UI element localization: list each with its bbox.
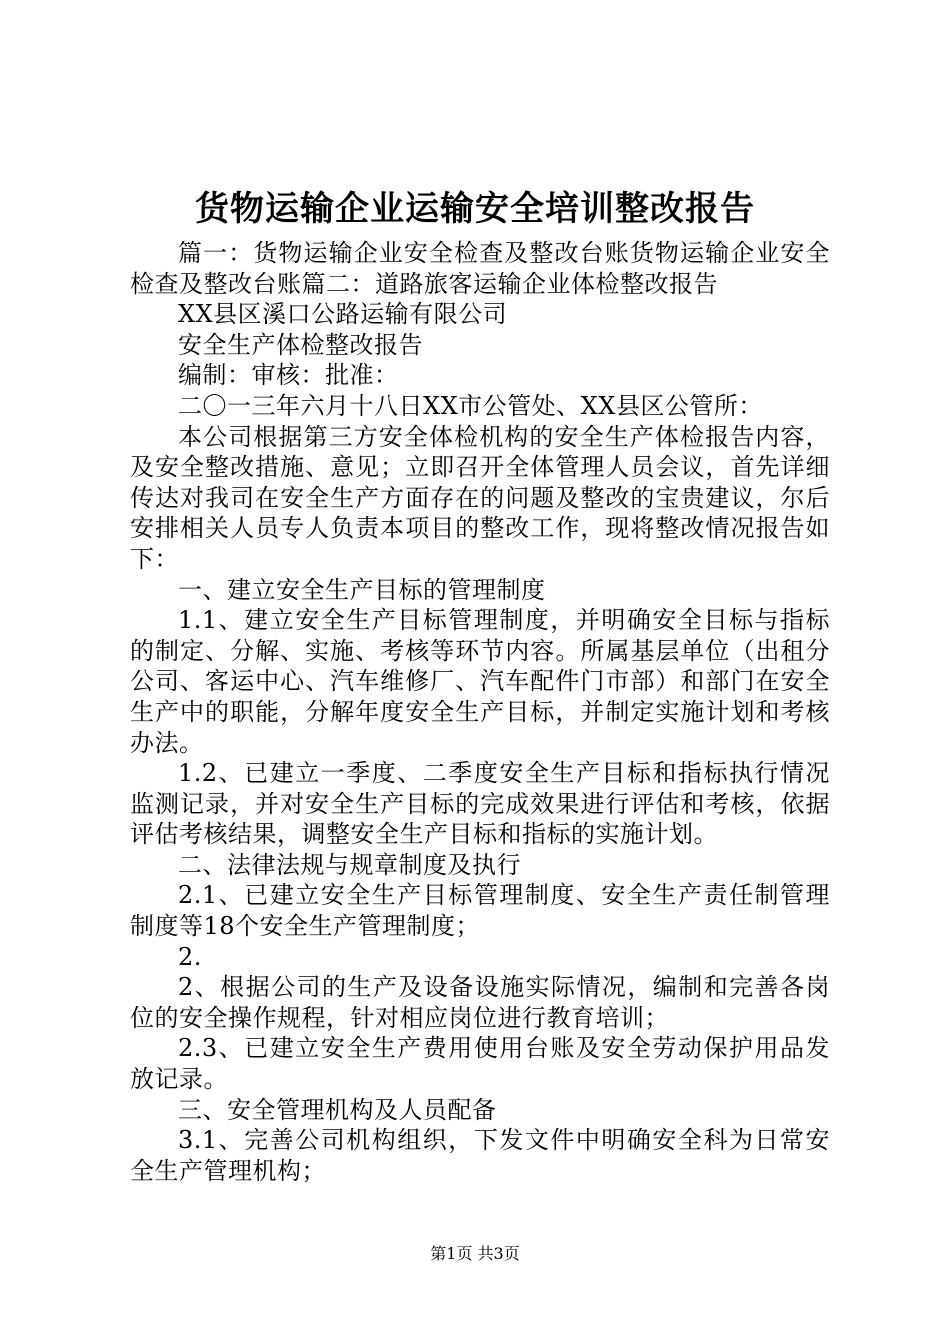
paragraph: 2. [178,942,202,971]
paragraph: 篇一：货物运输企业安全检查及整改台账货物运输企业安全检查及整改台账篇二：道路旅客运输企业体检整改报告 [130,239,830,298]
paragraph: 本公司根据第三方安全体检机构的安全生产体检报告内容，及安全整改措施、意见；立即召开全体管理人员会议，首先详细传达对我司在安全生产方面存在的问题及整改的宝贵建议，尔后安排相关人员专人负责本项目的整改工作，现将整改情况报告如下： [130,422,830,573]
paragraph: XX县区溪口公路运输有限公司 [178,300,508,329]
paragraph: 1.1、建立安全生产目标管理制度，并明确安全目标与指标的制定、分解、实施、考核等环节内容。所属基层单位（出租分公司、客运中心、汽车维修厂、汽车配件门市部）和部门在安全生产中的职能，分解年度安全生产目标，并制定实施计划和考核办法。 [130,606,830,757]
section-heading: 三、安全管理机构及人员配备 [178,1095,497,1124]
section-heading: 一、建立安全生产目标的管理制度 [178,575,546,604]
paragraph: 2、根据公司的生产及设备设施实际情况，编制和完善各岗位的安全操作规程，针对相应岗位进行教育培训； [130,973,830,1032]
page-footer: 第1页 共3页 [430,1244,520,1263]
paragraph: 二〇一三年六月十八日XX市公管处、XX县区公管所： [178,391,763,420]
document-title: 货物运输企业运输安全培训整改报告 [195,189,755,229]
document-body [130,238,830,1186]
paragraph: 2.3、已建立安全生产费用使用台账及安全劳动保护用品发放记录。 [130,1034,830,1094]
paragraph: 2.1、已建立安全生产目标管理制度、安全生产责任制管理制度等18个安全生产管理制度； [130,881,830,941]
paragraph: 编制：审核：批准： [178,361,399,390]
paragraph: 1.2、已建立一季度、二季度安全生产目标和指标执行情况监测记录，并对安全生产目标的完成效果进行评估和考核，依据评估考核结果，调整安全生产目标和指标的实施计划。 [130,759,830,849]
section-heading: 二、法律法规与规章制度及执行 [178,850,521,879]
paragraph: 安全生产体检整改报告 [178,330,423,359]
paragraph: 3.1、完善公司机构组织，下发文件中明确安全科为日常安全生产管理机构； [130,1126,830,1185]
